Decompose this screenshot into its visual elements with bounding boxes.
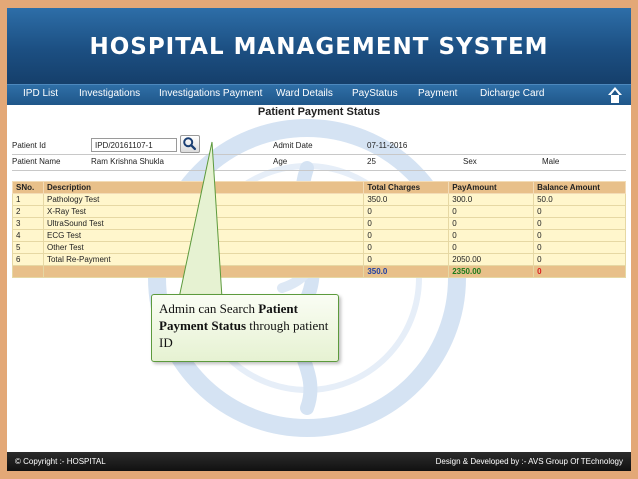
- admit-date-value: 07-11-2016: [367, 141, 408, 150]
- cell-balance-amount: 0: [534, 230, 626, 242]
- cell-pay-amount: 0: [449, 242, 534, 254]
- cell-sno: 3: [13, 218, 44, 230]
- cell-total-charges: 0: [364, 230, 449, 242]
- sex-label: Sex: [463, 157, 477, 166]
- total-balance-value: 0: [534, 266, 626, 278]
- footer-credits: Design & Developed by :- AVS Group Of TEchnology: [435, 457, 623, 466]
- nav-item-discharge-card[interactable]: Dicharge Card: [480, 88, 545, 99]
- form-divider: [12, 154, 626, 155]
- nav-item-investigations[interactable]: Investigations: [79, 88, 141, 99]
- age-value: 25: [367, 157, 376, 166]
- nav-item-paystatus[interactable]: PayStatus: [352, 88, 398, 99]
- search-icon: [181, 136, 199, 152]
- cell-balance-amount: 0: [534, 254, 626, 266]
- nav-item-ward-details[interactable]: Ward Details: [276, 88, 333, 99]
- cell-pay-amount: 0: [449, 230, 534, 242]
- patient-name-label: Patient Name: [12, 157, 61, 166]
- slide: [7, 8, 631, 471]
- cell-balance-amount: 0: [534, 218, 626, 230]
- table-row: [13, 242, 626, 254]
- cell-pay-amount: 0: [449, 218, 534, 230]
- cell-description: Other Test: [43, 242, 363, 254]
- admit-date-label: Admit Date: [273, 141, 313, 150]
- cell-balance-amount: 0: [534, 206, 626, 218]
- table-row: [13, 254, 626, 266]
- table-row: [13, 218, 626, 230]
- form-divider: [12, 170, 626, 171]
- cell-total-charges: 350.0: [364, 194, 449, 206]
- page-title: Patient Payment Status: [257, 106, 381, 118]
- sex-value: Male: [542, 157, 560, 166]
- age-label: Age: [273, 157, 288, 166]
- cell-pay-amount: 300.0: [449, 194, 534, 206]
- total-charges-value: 350.0: [364, 266, 449, 278]
- header-sno: SNo.: [13, 182, 44, 194]
- patient-id-label: Patient Id: [12, 141, 46, 150]
- cell-sno: 1: [13, 194, 44, 206]
- cell-total-charges: 0: [364, 206, 449, 218]
- callout-text: through patient ID: [159, 318, 329, 350]
- table-row: [13, 230, 626, 242]
- header-balance-amount: Balance Amount: [534, 182, 626, 194]
- cell-sno: 5: [13, 242, 44, 254]
- totals-cell-empty: [43, 266, 363, 278]
- cell-balance-amount: 50.0: [534, 194, 626, 206]
- header-total-charges: Total Charges: [364, 182, 449, 194]
- totals-row: [13, 266, 626, 278]
- cell-sno: 2: [13, 206, 44, 218]
- cell-description: UltraSound Test: [43, 218, 363, 230]
- totals-cell-empty: [13, 266, 44, 278]
- cell-description: X-Ray Test: [43, 206, 363, 218]
- cell-sno: 6: [13, 254, 44, 266]
- search-button[interactable]: [180, 135, 200, 153]
- patient-id-input[interactable]: [91, 138, 177, 152]
- table-row: [13, 194, 626, 206]
- cell-pay-amount: 0: [449, 206, 534, 218]
- footer: [7, 452, 631, 471]
- nav-bar: [7, 84, 631, 105]
- header-description: Description: [43, 182, 363, 194]
- total-pay-amount-value: 2350.00: [449, 266, 534, 278]
- payment-status-table: [12, 181, 626, 278]
- patient-name-value: Ram Krishna Shukla: [91, 157, 164, 166]
- watermark-logo: [137, 108, 477, 448]
- cell-sno: 4: [13, 230, 44, 242]
- cell-pay-amount: 2050.00: [449, 254, 534, 266]
- table-row: [13, 206, 626, 218]
- cell-description: Total Re-Payment: [43, 254, 363, 266]
- table-header-row: [13, 182, 626, 194]
- cell-total-charges: 0: [364, 242, 449, 254]
- app-header: [7, 8, 631, 84]
- nav-item-investigations-payment[interactable]: Investigations Payment: [159, 88, 263, 99]
- header-pay-amount: PayAmount: [449, 182, 534, 194]
- cell-total-charges: 0: [364, 254, 449, 266]
- callout-note: [151, 294, 339, 362]
- footer-copyright: © Copyright :- HOSPITAL: [15, 457, 106, 466]
- nav-item-ipd-list[interactable]: IPD List: [23, 88, 59, 99]
- callout-bold-text: Patient Payment Status: [159, 301, 298, 333]
- cell-description: Pathology Test: [43, 194, 363, 206]
- nav-item-payment[interactable]: Payment: [418, 88, 458, 99]
- cell-total-charges: 0: [364, 218, 449, 230]
- cell-description: ECG Test: [43, 230, 363, 242]
- app-title: HOSPITAL MANAGEMENT SYSTEM: [89, 34, 549, 60]
- callout-text: Admin can Search: [159, 301, 259, 316]
- home-icon[interactable]: [607, 86, 623, 104]
- cell-balance-amount: 0: [534, 242, 626, 254]
